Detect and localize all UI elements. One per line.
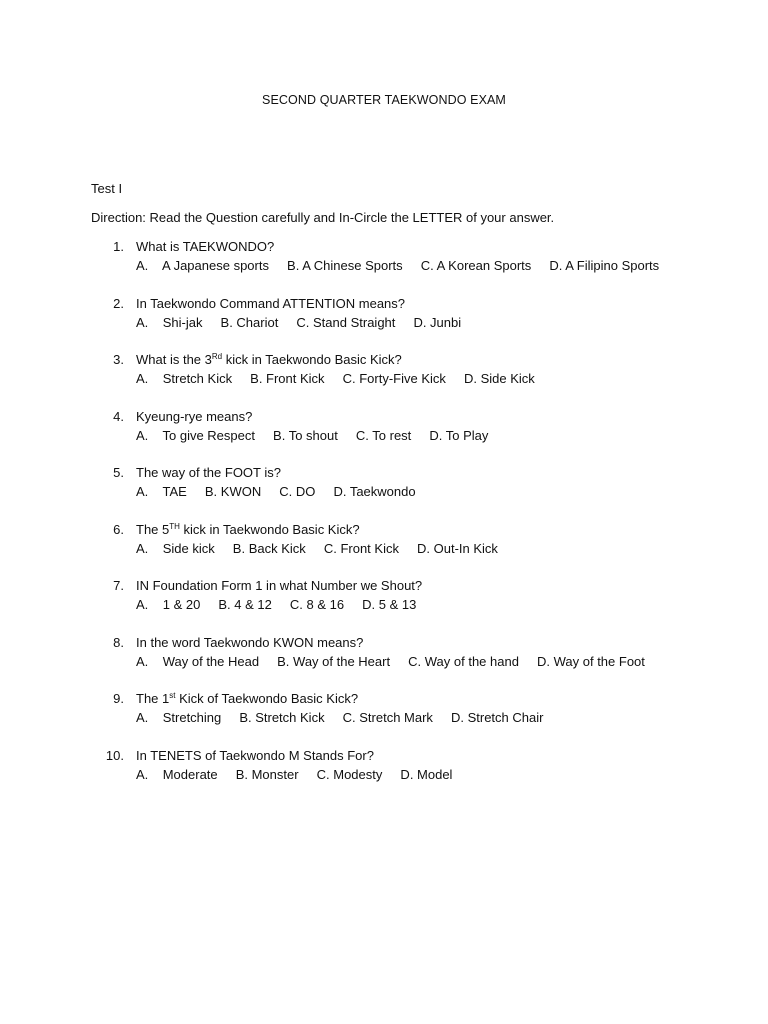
answer-options[interactable]: A. Stretch Kick B. Front Kick C. Forty-Five Kick D. Side Kick [136,371,535,386]
answer-options[interactable]: A. Stretching B. Stretch Kick C. Stretch Mark D. Stretch Chair [136,710,544,725]
question-text-main: In TENETS of Taekwondo M Stands For? [136,747,374,763]
question-number: 1. [113,239,124,254]
question-text-main: Kyeung-rye means? [136,408,253,424]
question-item [0,522,768,579]
question-number: 3. [113,352,124,367]
directions-text: Direction: Read the Question carefully and In-Circle the LETTER of your answer. [91,210,555,225]
question-text-rest: Kick of Taekwondo Basic Kick? [175,691,359,706]
question-text-main: The way of the FOOT is? [136,465,281,480]
question-number: 7. [113,578,124,593]
question-item [0,635,768,692]
question-text [136,578,422,594]
question-text [136,352,402,368]
question-text-rest: kick in Taekwondo Basic Kick? [222,352,402,367]
question-number: 10. [105,747,124,763]
question-number: 6. [113,521,124,537]
answer-options[interactable]: A. Way of the Head B. Way of the Heart C. Way of the hand D. Way of the Foot [136,653,645,669]
ordinal-superscript: Rd [211,352,223,361]
question-item [0,578,768,635]
answer-options[interactable]: A. Moderate B. Monster C. Modesty D. Model [136,766,453,782]
question-number: 8. [113,634,124,650]
ordinal-superscript: TH [169,521,180,531]
question-number: 9. [113,691,124,706]
question-text [136,239,274,255]
answer-options[interactable]: A. To give Respect B. To shout C. To rest D. To Play [136,427,489,443]
question-text [136,409,252,425]
question-item [0,352,768,409]
question-text-main: The 5 [136,521,170,537]
question-text [136,748,374,764]
question-text [136,465,281,481]
question-list [0,239,768,804]
question-item [0,465,768,522]
question-text-main: What is the 3 [136,352,212,367]
answer-options[interactable]: A. A Japanese sports B. A Chinese Sports C. A Korean Sports D. A Filipino Sports [136,258,660,273]
question-item [0,691,768,748]
question-text [136,635,363,651]
question-number: 5. [113,465,124,480]
question-text-main: What is TAEKWONDO? [136,239,275,254]
question-text-rest: kick in Taekwondo Basic Kick? [179,521,360,537]
answer-options[interactable]: A. Shi-jak B. Chariot C. Stand Straight D. Junbi [136,314,462,330]
question-text-main: IN Foundation Form 1 in what Number we Shout? [136,578,423,593]
ordinal-superscript: st [169,691,176,700]
question-text-main: In Taekwondo Command ATTENTION means? [136,295,406,311]
page-title: SECOND QUARTER TAEKWONDO EXAM [262,93,506,107]
section-heading: Test I [91,181,123,196]
question-item [0,296,768,353]
question-item [0,239,768,296]
question-text [136,691,358,707]
answer-options[interactable]: A. 1 & 20 B. 4 & 12 C. 8 & 16 D. 5 & 13 [136,597,417,612]
question-item [0,409,768,466]
question-item [0,748,768,805]
answer-options[interactable]: A. Side kick B. Back Kick C. Front Kick D. Out-In Kick [136,540,498,556]
question-text [136,522,360,538]
answer-options[interactable]: A. TAE B. KWON C. DO D. Taekwondo [136,484,416,499]
question-number: 4. [113,408,124,424]
question-number: 2. [113,295,124,311]
question-text-main: In the word Taekwondo KWON means? [136,634,364,650]
question-text-main: The 1 [136,691,170,706]
question-text [136,296,405,312]
